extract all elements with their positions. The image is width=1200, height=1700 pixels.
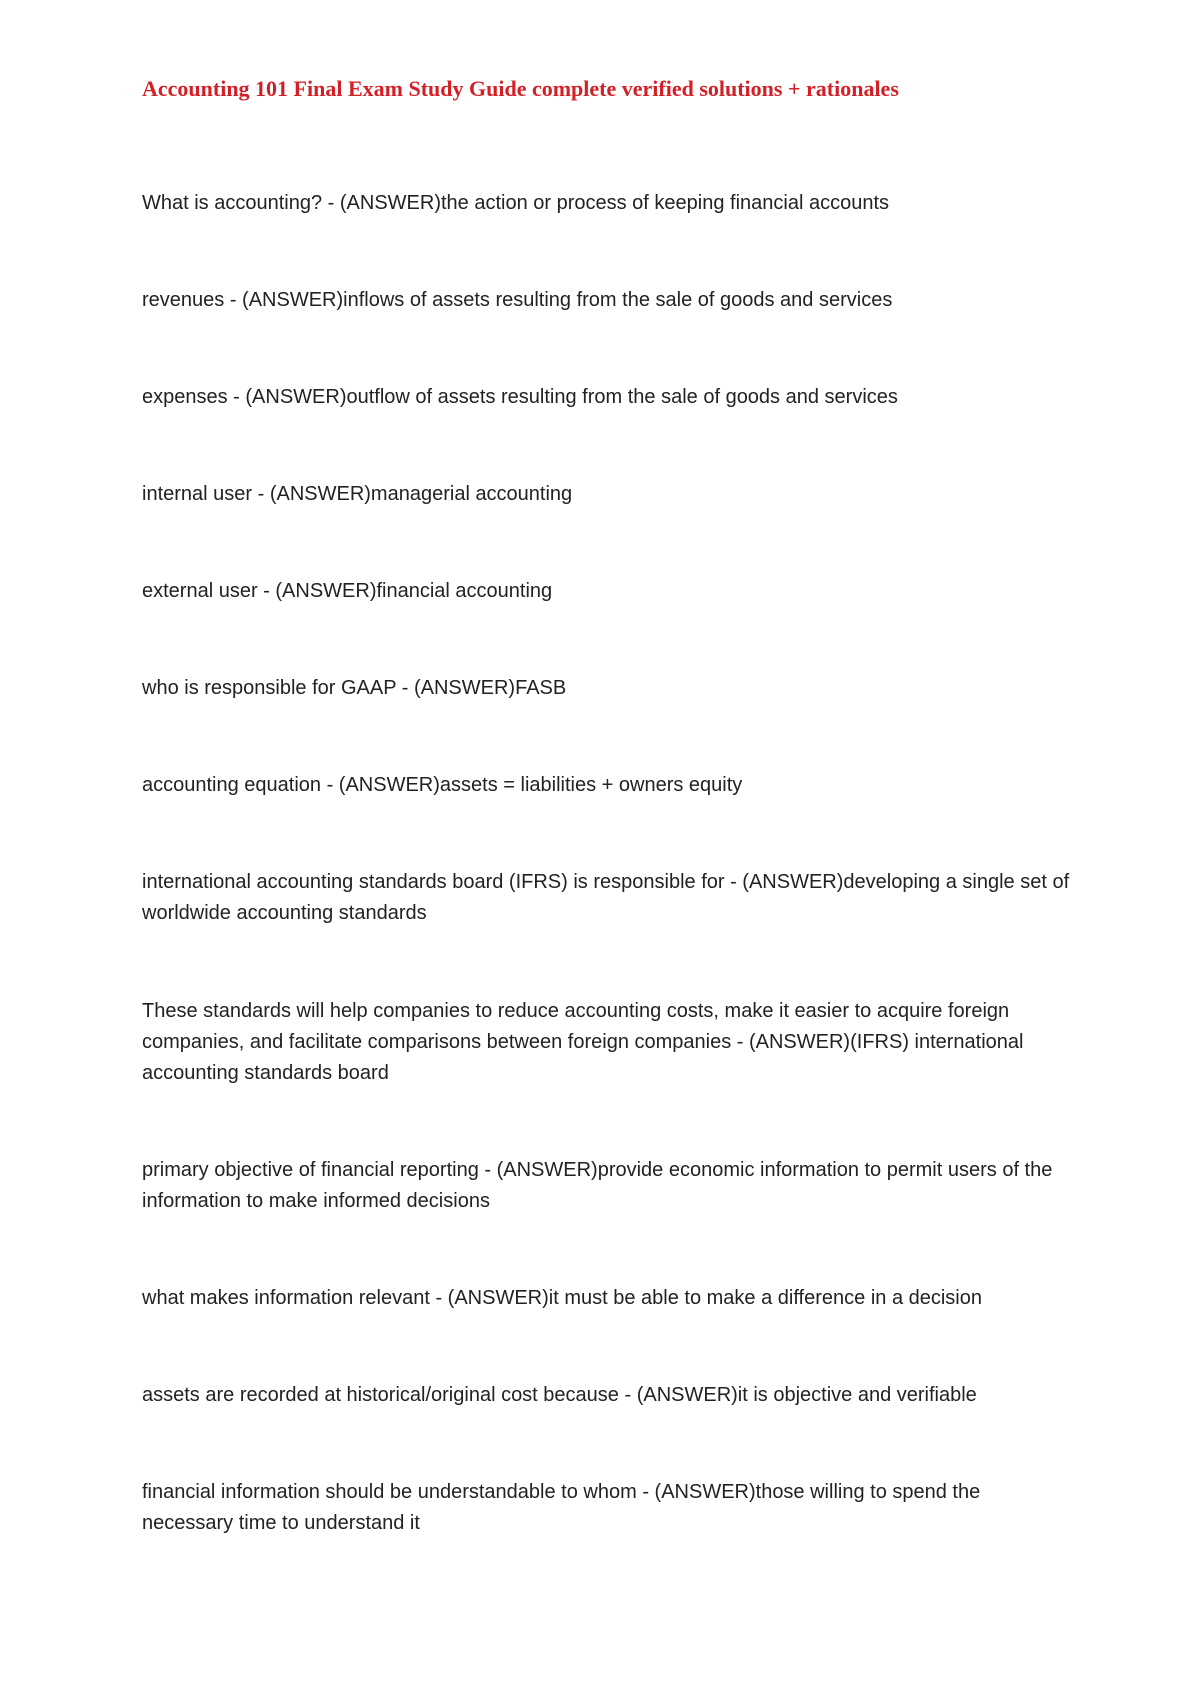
document-title: Accounting 101 Final Exam Study Guide complete verified solutions + rationales (142, 76, 899, 101)
qa-entry-external-user: external user - (ANSWER)financial accounting (142, 580, 553, 602)
qa-entry-gaap: who is responsible for GAAP - (ANSWER)FASB (142, 677, 567, 699)
qa-entry-financial-reporting-objective: primary objective of financial reporting - (ANSWER)provide economic information to permit users of the information to make informed decisions (142, 1159, 1053, 1212)
qa-entry-accounting-equation: accounting equation - (ANSWER)assets = liabilities + owners equity (142, 774, 743, 796)
qa-entry-understandable: financial information should be understandable to whom - (ANSWER)those willing to spend the necessary time to understand it (142, 1481, 981, 1534)
qa-entry-ifrs-standards: These standards will help companies to reduce accounting costs, make it easier to acquire foreign companies, and facilitate comparisons between foreign companies - (ANSWER)(IFRS) international accounting standards board (142, 1000, 1024, 1084)
qa-entry-what-is-accounting: What is accounting? - (ANSWER)the action or process of keeping financial accounts (142, 192, 890, 214)
qa-entry-revenues: revenues - (ANSWER)inflows of assets resulting from the sale of goods and services (142, 289, 893, 311)
qa-entry-expenses: expenses - (ANSWER)outflow of assets resulting from the sale of goods and services (142, 386, 898, 408)
qa-entry-internal-user: internal user - (ANSWER)managerial accounting (142, 483, 573, 505)
qa-entry-relevant-information: what makes information relevant - (ANSWER)it must be able to make a difference in a decision (142, 1287, 982, 1309)
qa-entry-ifrs-responsibility: international accounting standards board (IFRS) is responsible for - (ANSWER)developing a single set of worldwide accounting standards (142, 871, 1070, 924)
qa-entry-historical-cost: assets are recorded at historical/original cost because - (ANSWER)it is objective and verifiable (142, 1384, 977, 1406)
